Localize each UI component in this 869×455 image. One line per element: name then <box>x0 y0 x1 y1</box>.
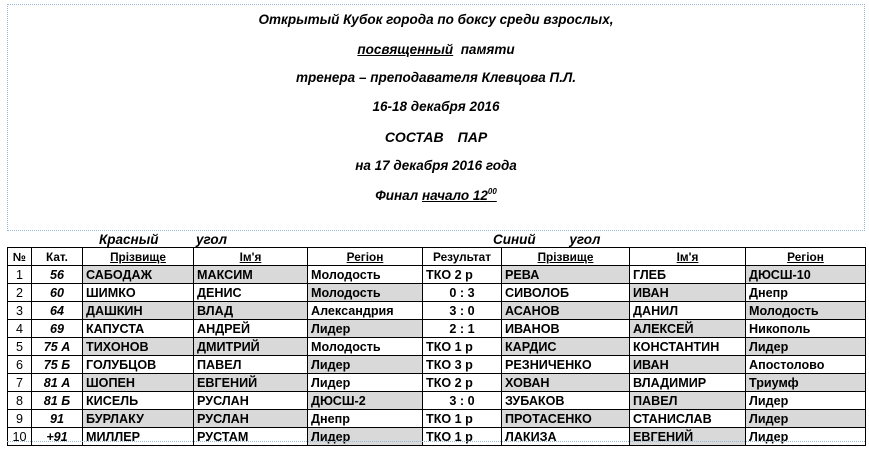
col-header-red-first: Ім'я <box>194 248 308 266</box>
cell-red-last-name: КИСЕЛЬ <box>83 392 194 410</box>
cell-red-last-name: МИЛЛЕР <box>83 428 194 446</box>
cell-blue-region: Никополь <box>746 320 866 338</box>
cell-red-first-name: АНДРЕЙ <box>194 320 308 338</box>
table-row <box>8 374 866 392</box>
cell-category: 81 А <box>32 374 83 392</box>
cell-blue-last-name: СИВОЛОБ <box>502 284 630 302</box>
title-line-6: на 17 декабря 2016 года <box>355 158 517 173</box>
cell-number: 8 <box>8 392 32 410</box>
col-header-blue-region: Регіон <box>746 248 866 266</box>
cell-blue-last-name: ХОВАН <box>502 374 630 392</box>
cell-blue-first-name: ПАВЕЛ <box>630 392 746 410</box>
cell-red-region: Лидер <box>308 374 423 392</box>
cell-blue-region: Триумф <box>746 374 866 392</box>
title-line-2b: памяти <box>460 42 515 57</box>
cell-blue-region: Лидер <box>746 428 866 446</box>
cell-result: 3 : 0 <box>423 302 502 320</box>
cell-blue-last-name: ЗУБАКОВ <box>502 392 630 410</box>
cell-blue-first-name: ИВАН <box>630 284 746 302</box>
col-header-result: Результат <box>423 248 502 266</box>
red-corner-label: Красный угол <box>99 232 228 247</box>
cell-number: 7 <box>8 374 32 392</box>
cell-blue-region: Днепр <box>746 284 866 302</box>
cell-blue-region: ДЮСШ-10 <box>746 266 866 284</box>
cell-category: 69 <box>32 320 83 338</box>
title-start-sup: 00 <box>487 187 497 196</box>
cell-red-region: Александрия <box>308 302 423 320</box>
cell-blue-last-name: ЛАКИЗА <box>502 428 630 446</box>
cell-blue-region: Апостолово <box>746 356 866 374</box>
cell-blue-region: Лидер <box>746 392 866 410</box>
title-dates: 16-18 декабря 2016 <box>372 99 500 114</box>
cell-blue-last-name: ИВАНОВ <box>502 320 630 338</box>
cell-red-region: Молодость <box>308 266 423 284</box>
cell-blue-first-name: ЕВГЕНИЙ <box>630 428 746 446</box>
col-header-red-last: Прізвище <box>83 248 194 266</box>
col-header-red-region: Регіон <box>308 248 423 266</box>
title-final: Финал <box>375 188 422 203</box>
cell-result: ТКО 2 р <box>423 266 502 284</box>
cell-blue-last-name: РЕВА <box>502 266 630 284</box>
title-line-5b: ПАР <box>457 129 488 145</box>
cell-red-first-name: РУСТАМ <box>194 428 308 446</box>
cell-red-last-name: БУРЛАКУ <box>83 410 194 428</box>
cell-red-region: Молодость <box>308 338 423 356</box>
table-row <box>8 410 866 428</box>
cell-red-region: Лидер <box>308 320 423 338</box>
cell-result: 3 : 0 <box>423 392 502 410</box>
table-row <box>8 392 866 410</box>
cell-blue-first-name: АЛЕКСЕЙ <box>630 320 746 338</box>
cell-result: ТКО 1 р <box>423 428 502 446</box>
table-row <box>8 266 866 284</box>
cell-blue-first-name: ИВАН <box>630 356 746 374</box>
cell-red-first-name: РУСЛАН <box>194 392 308 410</box>
cell-number: 2 <box>8 284 32 302</box>
document-header <box>7 4 865 231</box>
cell-number: 6 <box>8 356 32 374</box>
cell-red-first-name: ДМИТРИЙ <box>194 338 308 356</box>
page-edge-guide <box>7 441 865 446</box>
title-line-2a: посвященный <box>357 42 454 57</box>
title-start: начало $12^{00}$ <box>421 187 497 203</box>
table-header-row <box>8 248 866 266</box>
cell-red-last-name: ГОЛУБЦОВ <box>83 356 194 374</box>
cell-red-region: Лидер <box>308 428 423 446</box>
cell-red-first-name: РУСЛАН <box>194 410 308 428</box>
cell-number: 9 <box>8 410 32 428</box>
title-line-3: тренера – преподавателя Клевцова П.Л. <box>296 70 576 85</box>
cell-result: ТКО 1 р <box>423 410 502 428</box>
cell-red-last-name: ШИМКО <box>83 284 194 302</box>
cell-red-first-name: ПАВЕЛ <box>194 356 308 374</box>
cell-blue-region: Лидер <box>746 410 866 428</box>
cell-blue-first-name: КОНСТАНТИН <box>630 338 746 356</box>
table-row <box>8 338 866 356</box>
cell-red-last-name: САБОДАЖ <box>83 266 194 284</box>
cell-result: ТКО 1 р <box>423 338 502 356</box>
cell-red-last-name: КАПУСТА <box>83 320 194 338</box>
title-line-1: Открытый Кубок города по боксу среди взрослых, <box>258 12 614 27</box>
cell-category: 91 <box>32 410 83 428</box>
title-line-7 <box>8 188 864 204</box>
cell-blue-first-name: ГЛЕБ <box>630 266 746 284</box>
cell-red-first-name: МАКСИМ <box>194 266 308 284</box>
cell-result: ТКО 3 р <box>423 356 502 374</box>
col-header-blue-first: Ім'я <box>630 248 746 266</box>
cell-number: 10 <box>8 428 32 446</box>
cell-red-region: Молодость <box>308 284 423 302</box>
cell-category: 64 <box>32 302 83 320</box>
cell-red-region: ДЮСШ-2 <box>308 392 423 410</box>
cell-category: 75 А <box>32 338 83 356</box>
table-row <box>8 356 866 374</box>
cell-category: +91 <box>32 428 83 446</box>
cell-blue-last-name: РЕЗНИЧЕНКО <box>502 356 630 374</box>
cell-blue-last-name: ПРОТАСЕНКО <box>502 410 630 428</box>
blue-corner-label: Синий угол <box>493 232 601 247</box>
cell-red-region: Лидер <box>308 356 423 374</box>
title-line-5a: СОСТАВ <box>384 129 444 145</box>
col-header-blue-last: Прізвище <box>502 248 630 266</box>
cell-number: 3 <box>8 302 32 320</box>
table-row <box>8 284 866 302</box>
cell-blue-last-name: КАРДИС <box>502 338 630 356</box>
cell-blue-region: Лидер <box>746 338 866 356</box>
cell-number: 4 <box>8 320 32 338</box>
col-header-number: № <box>8 248 32 266</box>
pairs-table <box>7 247 866 446</box>
cell-category: 75 Б <box>32 356 83 374</box>
title-line-5 <box>8 129 864 145</box>
cell-number: 5 <box>8 338 32 356</box>
cell-blue-last-name: АСАНОВ <box>502 302 630 320</box>
cell-result: 0 : 3 <box>423 284 502 302</box>
cell-red-first-name: ДЕНИС <box>194 284 308 302</box>
cell-red-last-name: ТИХОНОВ <box>83 338 194 356</box>
cell-category: 56 <box>32 266 83 284</box>
cell-red-first-name: ЕВГЕНИЙ <box>194 374 308 392</box>
cell-blue-first-name: ВЛАДИМИР <box>630 374 746 392</box>
cell-category: 81 Б <box>32 392 83 410</box>
cell-blue-first-name: ДАНИЛ <box>630 302 746 320</box>
table-row <box>8 302 866 320</box>
title-line-2 <box>8 42 864 58</box>
cell-category: 60 <box>32 284 83 302</box>
cell-red-last-name: ШОПЕН <box>83 374 194 392</box>
cell-result: ТКО 2 р <box>423 374 502 392</box>
cell-red-last-name: ДАШКИН <box>83 302 194 320</box>
cell-result: 2 : 1 <box>423 320 502 338</box>
cell-blue-region: Молодость <box>746 302 866 320</box>
cell-red-first-name: ВЛАД <box>194 302 308 320</box>
table-row <box>8 320 866 338</box>
col-header-category: Кат. <box>32 248 83 266</box>
cell-number: 1 <box>8 266 32 284</box>
cell-blue-first-name: СТАНИСЛАВ <box>630 410 746 428</box>
cell-red-region: Днепр <box>308 410 423 428</box>
